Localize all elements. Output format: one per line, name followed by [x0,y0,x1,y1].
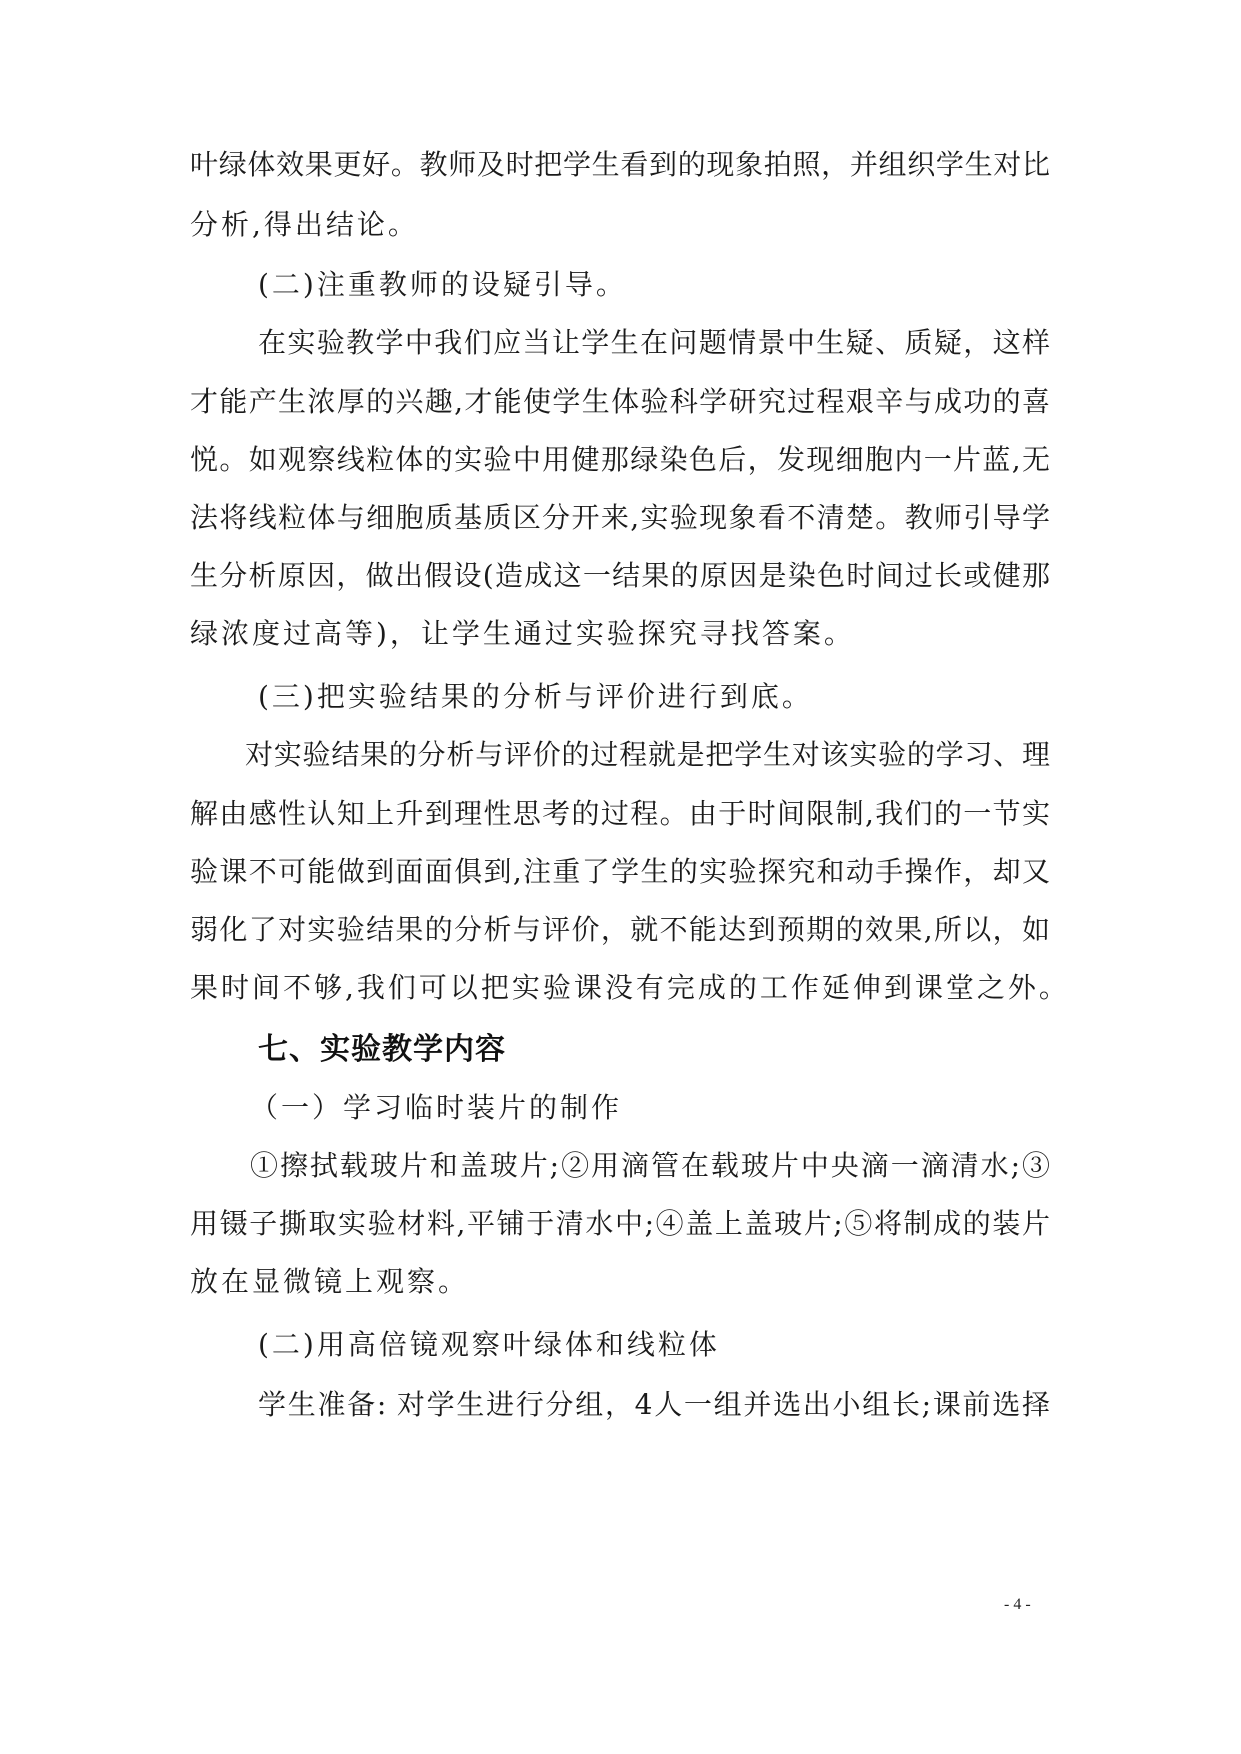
paragraph-line: 分析,得出结论。 [190,208,419,241]
paragraph-line: 学生准备: 对学生进行分组，4人一组并选出小组长;课前选择 [258,1388,1050,1421]
paragraph-line: 悦。如观察线粒体的实验中用健那绿染色后，发现细胞内一片蓝,无 [190,443,1050,476]
paragraph-line: 绿浓度过高等)，让学生通过实验探究寻找答案。 [190,617,855,650]
page-number: - 4 - [1004,1596,1031,1613]
section-heading: （一）学习临时装片的制作 [250,1091,623,1124]
paragraph-line: 才能产生浓厚的兴趣,才能使学生体验科学研究过程艰辛与成功的喜 [190,385,1050,418]
section-heading: (二)用高倍镜观察叶绿体和线粒体 [258,1328,720,1361]
section-heading: (三)把实验结果的分析与评价进行到底。 [258,680,813,713]
paragraph-line: ①擦拭载玻片和盖玻片;②用滴管在载玻片中央滴一滴清水;③ [250,1149,1050,1182]
paragraph-line: 叶绿体效果更好。教师及时把学生看到的现象拍照，并组织学生对比 [190,148,1050,181]
chapter-heading: 七、实验教学内容 [258,1032,506,1067]
paragraph-line: 生分析原因，做出假设(造成这一结果的原因是染色时间过长或健那 [190,559,1050,592]
paragraph-line: 弱化了对实验结果的分析与评价，就不能达到预期的效果,所以，如 [190,913,1050,946]
paragraph-line: 验课不可能做到面面俱到,注重了学生的实验探究和动手操作，却又 [190,855,1050,888]
section-heading: (二)注重教师的设疑引导。 [258,268,627,301]
paragraph-line: 法将线粒体与细胞质基质区分开来,实验现象看不清楚。教师引导学 [190,501,1050,534]
paragraph-line: 在实验教学中我们应当让学生在问题情景中生疑、质疑，这样 [258,326,1050,359]
paragraph-line: 用镊子撕取实验材料,平铺于清水中;④盖上盖玻片;⑤将制成的装片 [190,1207,1050,1240]
paragraph-line: 放在显微镜上观察。 [190,1265,470,1298]
paragraph-line: 对实验结果的分析与评价的过程就是把学生对该实验的学习、理 [245,738,1050,771]
paragraph-line: 解由感性认知上升到理性思考的过程。由于时间限制,我们的一节实 [190,797,1050,830]
paragraph-line: 果时间不够,我们可以把实验课没有完成的工作延伸到课堂之外。 [190,971,1070,1004]
